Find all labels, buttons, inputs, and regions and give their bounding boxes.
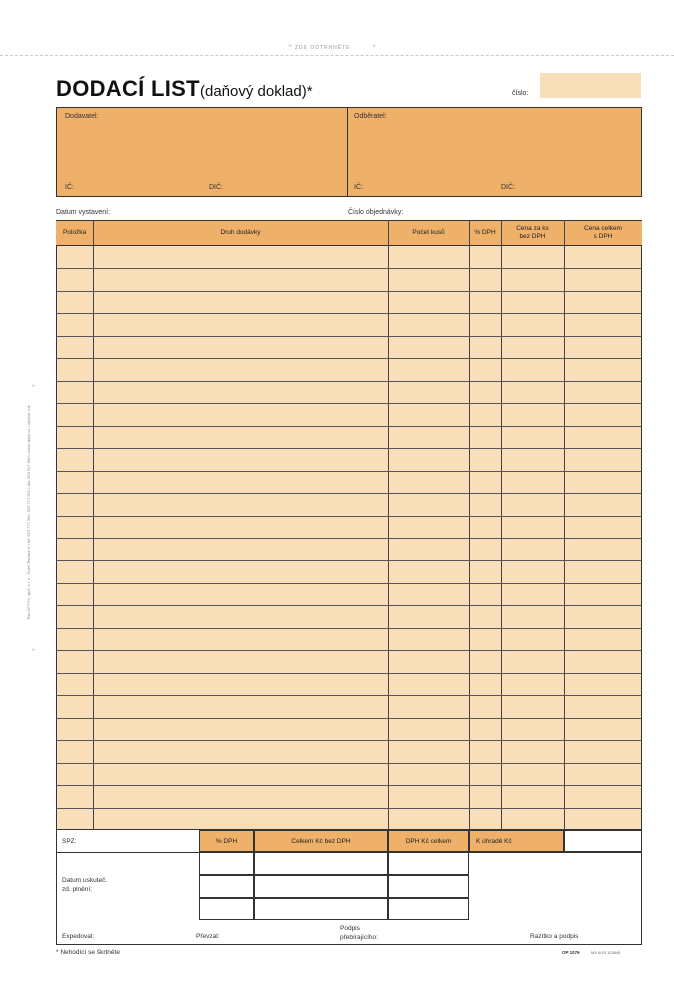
dispatched-label: Expedoval: — [62, 933, 95, 940]
summary-header-vat-percent: % DPH — [199, 830, 254, 852]
table-row-divider — [56, 336, 642, 337]
table-row-divider — [56, 538, 642, 539]
supplier-label: Dodavatel: — [65, 113, 99, 120]
table-row-divider — [56, 426, 642, 427]
summary-header-total-without-vat: Celkem Kč bez DPH — [254, 830, 388, 852]
customer-box[interactable] — [348, 107, 642, 197]
table-row-divider — [56, 493, 642, 494]
items-table — [56, 220, 642, 830]
tear-mark-left-icon: + — [288, 43, 293, 50]
customer-label: Odběratel: — [354, 113, 387, 120]
customer-dic-label: DIČ: — [501, 184, 515, 191]
table-row-divider — [56, 605, 642, 606]
customer-ic-label: IČ: — [354, 184, 363, 191]
summary-header-to-pay: K úhradě Kč — [469, 830, 564, 852]
col-header-total-price: Cena celkem s DPH — [564, 220, 642, 246]
summary-divider — [199, 830, 200, 920]
recipient-signature-label: Podpis přebírajícího: — [340, 925, 378, 941]
col-header-vat-percent: % DPH — [469, 220, 501, 246]
column-divider — [388, 220, 389, 830]
total-without-vat-cell[interactable] — [254, 898, 388, 920]
table-row-divider — [56, 583, 642, 584]
table-row-divider — [56, 763, 642, 764]
table-row-divider — [56, 268, 642, 269]
total-without-vat-cell[interactable] — [254, 852, 388, 875]
document-title: DODACÍ LIST — [56, 76, 200, 101]
table-row-divider — [56, 740, 642, 741]
total-without-vat-cell[interactable] — [254, 875, 388, 898]
table-row-divider — [56, 718, 642, 719]
column-divider — [564, 220, 565, 830]
column-divider — [469, 220, 470, 830]
vat-total-cell[interactable] — [388, 875, 469, 898]
column-divider — [501, 220, 502, 830]
tear-mark-right-icon: + — [372, 43, 377, 50]
column-divider — [93, 220, 94, 830]
order-number-label: Číslo objednávky: — [348, 209, 404, 216]
supplier-dic-label: DIČ: — [209, 184, 223, 191]
table-row-divider — [56, 695, 642, 696]
number-label: číslo: — [512, 90, 529, 97]
to-pay-field[interactable] — [564, 830, 642, 852]
supplier-box[interactable] — [56, 107, 348, 197]
form-code: OP 1076 — [562, 950, 580, 955]
table-row-divider — [56, 673, 642, 674]
table-row-divider — [56, 808, 642, 809]
spz-label: SPZ: — [62, 838, 77, 845]
table-row-divider — [56, 291, 642, 292]
tear-line — [0, 55, 674, 56]
document-subtitle: (daňový doklad)* — [200, 83, 313, 100]
summary-divider — [56, 852, 199, 853]
summary-header-vat-total: DPH Kč celkem — [388, 830, 469, 852]
table-row-divider — [56, 381, 642, 382]
table-row-divider — [56, 560, 642, 561]
form-code-small: MX 9/15 123849 — [591, 950, 621, 955]
number-field[interactable] — [540, 73, 641, 98]
vat-percent-cell[interactable] — [199, 898, 254, 920]
table-row-divider — [56, 471, 642, 472]
col-header-item: Položka — [56, 220, 93, 246]
vat-total-cell[interactable] — [388, 852, 469, 875]
footnote: * Nehodící se škrtněte — [56, 949, 120, 956]
table-row-divider — [56, 403, 642, 404]
col-header-quantity: Počet kusů — [388, 220, 469, 246]
col-header-unit-price: Cena za ks bez DPH — [501, 220, 564, 246]
stamp-signature-label: Razítko a podpis — [530, 933, 579, 940]
issue-date-label: Datum vystavení: — [56, 209, 111, 216]
vat-total-cell[interactable] — [388, 898, 469, 920]
side-mark-bottom-icon: + — [31, 647, 36, 654]
table-row-divider — [56, 650, 642, 651]
vat-percent-cell[interactable] — [199, 852, 254, 875]
table-row-divider — [56, 785, 642, 786]
printer-info: Tisk OPTYS, spol. s r. o., Dolní Životice 6 • tel: 553 777 361, 553 777 552 • fax: 553 627 980 • www.optys.cz • výroba: rok — [26, 405, 31, 620]
table-row-divider — [56, 448, 642, 449]
table-row-divider — [56, 358, 642, 359]
summary-divider — [469, 852, 642, 853]
taxable-date-label: Datum uskuteč. zd. plnění: — [62, 877, 108, 893]
received-label: Převzal: — [196, 933, 220, 940]
supplier-ic-label: IČ: — [65, 184, 74, 191]
side-mark-top-icon: + — [31, 383, 36, 390]
vat-percent-cell[interactable] — [199, 875, 254, 898]
table-row-divider — [56, 516, 642, 517]
col-header-description: Druh dodávky — [93, 220, 388, 246]
table-row-divider — [56, 313, 642, 314]
tear-label: ZDE ODTRHNĚTE — [295, 45, 351, 51]
table-row-divider — [56, 628, 642, 629]
